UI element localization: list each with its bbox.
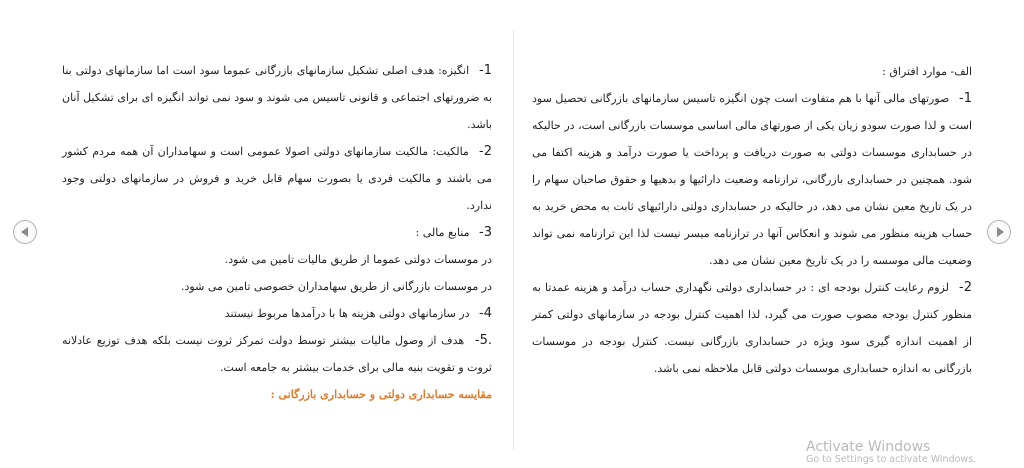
paragraph-item-1 xyxy=(62,57,492,138)
item-number: 1- xyxy=(479,63,492,78)
item-text: انگیزه: هدف اصلی تشکیل سازمانهای بازرگانی عموما سود است اما سازمانهای دولتی بنا به ضرورتهای اجتماعی و قانونی تاسیس می شوند و سود نمی تواند انگیزه ای برای تشکیل آنان باشد. xyxy=(62,64,492,131)
paragraph-item-4 xyxy=(62,300,492,327)
next-page-button[interactable] xyxy=(987,220,1011,244)
paragraph-item-5 xyxy=(62,327,492,381)
item-text: در سازمانهای دولتی هزینه ها با درآمدها مربوط نیستند xyxy=(224,307,470,320)
paragraph-item-1 xyxy=(532,85,972,274)
comparison-heading: مقایسه حسابداری دولتی و حسابداری بازرگانی : xyxy=(270,388,492,401)
paragraph-item-2 xyxy=(62,138,492,219)
item-number: .5- xyxy=(474,333,493,348)
item-number: 2- xyxy=(959,280,972,295)
paragraph-item-3 xyxy=(62,219,492,246)
right-page xyxy=(532,58,972,382)
funding-line-commercial: در موسسات بازرگانی از طریق سهامداران خصوصی تامین می شود. xyxy=(181,280,492,293)
item-text: لزوم رعایت کنترل بودجه ای : در حسابداری دولتی نگهداری حساب درآمد و هزینه عمدتا به منظور کنترل بودجه مصوب صورت می گیرد، لذا اهمیت کنترل بودجه در سازمانهای دولتی کمتر از اهمیت اندازه گیری سود ویژه در حسابداری بازرگانی نیست. کنترل بودجه در موسسات بازرگانی به اندازه حسابداری موسسات دولتی قابل ملاحظه نمی باشد. xyxy=(532,281,972,375)
paragraph-item-2 xyxy=(532,274,972,382)
activation-watermark xyxy=(806,440,976,466)
item-text: هدف از وصول مالیات بیشتر توسط دولت تمرکز ثروت نیست بلکه هدف توزیع عادلانه ثروت و تقویت بنیه مالی برای خدمات بیشتر به جامعه است. xyxy=(62,334,492,374)
chevron-left-icon xyxy=(21,227,28,237)
item-number: 4- xyxy=(479,306,492,321)
watermark-title: Activate Windows xyxy=(806,439,931,455)
watermark-subtitle: Go to Settings to activate Windows. xyxy=(806,454,977,466)
chevron-right-icon xyxy=(997,227,1004,237)
item-text: صورتهای مالی آنها با هم متفاوت است چون انگیزه تاسیس سازمانهای بازرگانی تحصیل سود است و لذا صورت سودو زیان یکی از صورتهای مالی اساسی موسسات بازرگانی است، در حالیکه در حسابداری موسسات دولتی به صورت دریافت و پرداخت یا صورت درآمد و هزینه اکتفا می شود. همچنین در حسابداری بازرگانی، ترازنامه وضعیت دارائیها و بدهیها و حقوق صاحبان سهام را در یک تاریخ معین نشان می دهد، در حالیکه در حسابداری دولتی دارائیهای ثابت به محض خرید به حساب هزینه منظور می شوند و انعکاس آنها در ترازنامه میسر نیست لذا این ترازنامه نمی تواند وضعیت مالی موسسه را در یک تاریخ معین نشان می دهد. xyxy=(532,92,972,267)
item-text: منابع مالی : xyxy=(415,226,470,239)
item-text: مالکیت: مالکیت سازمانهای دولتی اصولا عمومی است و سهامداران آن همه مردم کشور می باشند و مالکیت فردی یا بصورت سهام قابل خرید و فروش در سازمانهای دولتی وجود ندارد. xyxy=(62,145,492,212)
item-number: 3- xyxy=(479,225,492,240)
section-heading: الف- موارد افتراق : xyxy=(882,65,972,78)
page-divider xyxy=(513,30,514,450)
funding-line-government: در موسسات دولتی عموما از طریق مالیات تامین می شود. xyxy=(224,253,492,266)
previous-page-button[interactable] xyxy=(13,220,37,244)
left-page xyxy=(62,57,492,408)
item-number: 2- xyxy=(479,144,492,159)
item-number: 1- xyxy=(959,91,972,106)
